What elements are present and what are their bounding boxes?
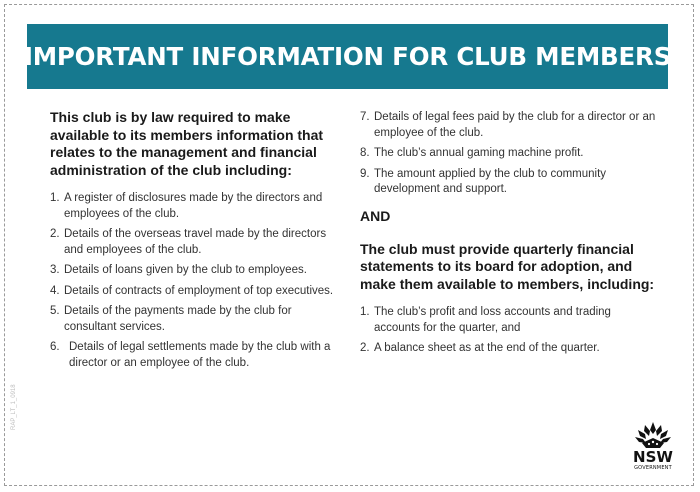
left-intro: This club is by law required to make available to its members information that relates to the management and financial administration of the club including:	[50, 109, 324, 178]
and-heading: AND	[360, 207, 391, 224]
list-item	[50, 340, 340, 371]
quarterly-list	[360, 305, 660, 357]
logo-nsw-text: NSW	[633, 448, 673, 466]
list-text: Details of the payments made by the club for consultant services.	[64, 305, 292, 333]
list-item	[360, 167, 660, 198]
list-item	[50, 304, 340, 335]
list-item	[360, 110, 660, 141]
list-item	[50, 191, 340, 222]
list-text: A balance sheet as at the end of the quarter.	[374, 342, 600, 354]
title-banner	[23, 24, 672, 89]
list-number: 1.	[360, 306, 370, 318]
list-text: Details of loans given by the club to employees.	[64, 264, 307, 276]
list-text: The club’s annual gaming machine profit.	[374, 147, 584, 159]
list-item	[360, 146, 660, 162]
nsw-government-logo	[626, 421, 680, 481]
list-number: 2.	[50, 228, 60, 240]
list-text: Details of the overseas travel made by the directors and employees of the club.	[64, 228, 327, 256]
list-text: The club’s profit and loss accounts and trading accounts for the quarter, and	[374, 306, 611, 334]
list-number: 8.	[360, 147, 370, 159]
list-text: Details of contracts of employment of top executives.	[64, 284, 334, 297]
list-number: 4.	[50, 284, 60, 297]
disclosure-list	[50, 191, 340, 371]
list-number: 5.	[50, 305, 60, 317]
list-item	[50, 284, 340, 300]
list-text: A register of disclosures made by the directors and employees of the club.	[64, 192, 323, 220]
quarterly-intro: The club must provide quarterly financial statements to its board for adoption, and make them available to members, including:	[360, 240, 655, 292]
disclosure-list-continued	[360, 110, 660, 198]
list-text: Details of legal fees paid by the club for a director or an employee of the club.	[374, 111, 656, 139]
page-title: IMPORTANT INFORMATION FOR CLUB MEMBERS	[23, 42, 672, 71]
list-number: 1.	[50, 192, 60, 204]
list-number: 9.	[360, 167, 370, 180]
list-number: 7.	[360, 111, 370, 123]
list-number: 6.	[50, 341, 60, 353]
logo-government-text: GOVERNMENT	[634, 465, 672, 471]
list-number: 2.	[360, 342, 370, 354]
list-text: Details of legal settlements made by the club with a director or an employee of the club.	[69, 341, 331, 369]
list-item	[360, 305, 660, 336]
document-code: RAP_LT_1_0918	[11, 384, 17, 430]
waratah-icon	[633, 421, 673, 449]
right-column	[360, 110, 660, 362]
list-item	[50, 227, 340, 258]
list-item	[360, 341, 660, 357]
left-column	[50, 109, 340, 376]
list-text: The amount applied by the club to community development and support.	[374, 167, 607, 195]
list-item	[50, 263, 340, 279]
list-number: 3.	[50, 264, 60, 276]
